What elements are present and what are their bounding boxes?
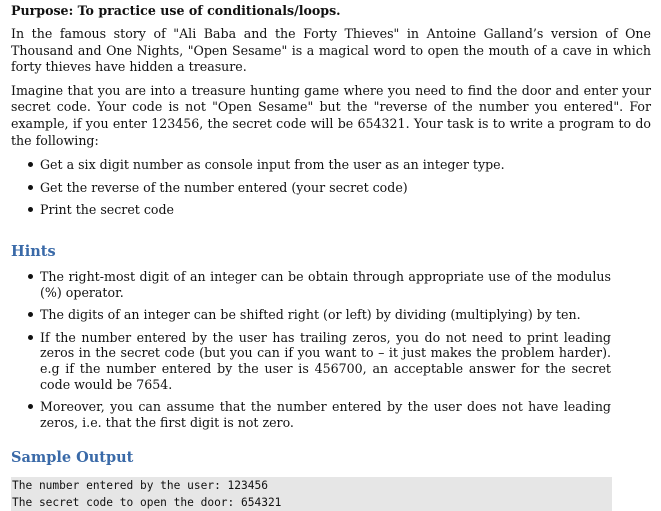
- bullet-icon: [28, 207, 33, 212]
- list-item: [11, 330, 651, 392]
- sample-output-code-block: [11, 477, 612, 511]
- list-item: [11, 269, 651, 300]
- purpose-label: Purpose: To practice use of conditionals/loops.: [11, 3, 341, 18]
- assignment-page: [11, 0, 651, 511]
- list-item: [11, 202, 651, 218]
- hint-item-text: The digits of an integer can be shifted right (or left) by dividing (multiplying) by ten.: [40, 307, 581, 323]
- hint-item-text: Moreover, you can assume that the number entered by the user does not have leading zeros, i.e. that the first digit is not zero.: [40, 399, 611, 430]
- story-paragraph: In the famous story of "Ali Baba and the Forty Thieves" in Antoine Galland’s version of One Thousand and One Nights, "Open Sesame" is a magical word to open the mouth of a cave in which forty thieves have hidden a treasure.: [11, 26, 651, 75]
- bullet-icon: [28, 312, 33, 317]
- bullet-icon: [28, 162, 33, 167]
- sample-output-heading: Sample Output: [11, 449, 134, 467]
- hint-item-text: The right-most digit of an integer can be obtain through appropriate use of the modulus (%) operator.: [40, 268, 611, 300]
- task-item-text: Get the reverse of the number entered (your secret code): [40, 179, 408, 195]
- purpose-line: [11, 3, 651, 19]
- code-line: The secret code to open the door: 654321: [12, 496, 282, 510]
- hints-list: [11, 269, 651, 430]
- task-list: [11, 157, 651, 218]
- list-item: [11, 157, 651, 173]
- task-item-text: Print the secret code: [40, 202, 174, 218]
- code-line: The number entered by the user: 123456: [12, 479, 268, 493]
- task-paragraph: Imagine that you are into a treasure hunting game where you need to find the door and enter your secret code. Your code is not "Open Sesame" but the "reverse of the number you entered". For example, if you enter 123456, the secret code will be 654321. Your task is to write a program to do the following:: [11, 82, 651, 148]
- bullet-icon: [28, 185, 33, 190]
- bullet-icon: [28, 274, 33, 279]
- bullet-icon: [28, 404, 33, 409]
- bullet-icon: [28, 335, 33, 340]
- hint-item-text: If the number entered by the user has trailing zeros, you do not need to print leading zeros in the secret code (but you can if you want to – it just makes the problem harder). e.g if the number entered by the user is 456700, an acceptable answer for the secret code would be 7654.: [40, 329, 611, 392]
- hints-heading: Hints: [11, 242, 56, 260]
- list-item: [11, 399, 651, 430]
- list-item: [11, 180, 651, 196]
- list-item: [11, 307, 651, 323]
- task-item-text: Get a six digit number as console input from the user as an integer type.: [40, 157, 505, 173]
